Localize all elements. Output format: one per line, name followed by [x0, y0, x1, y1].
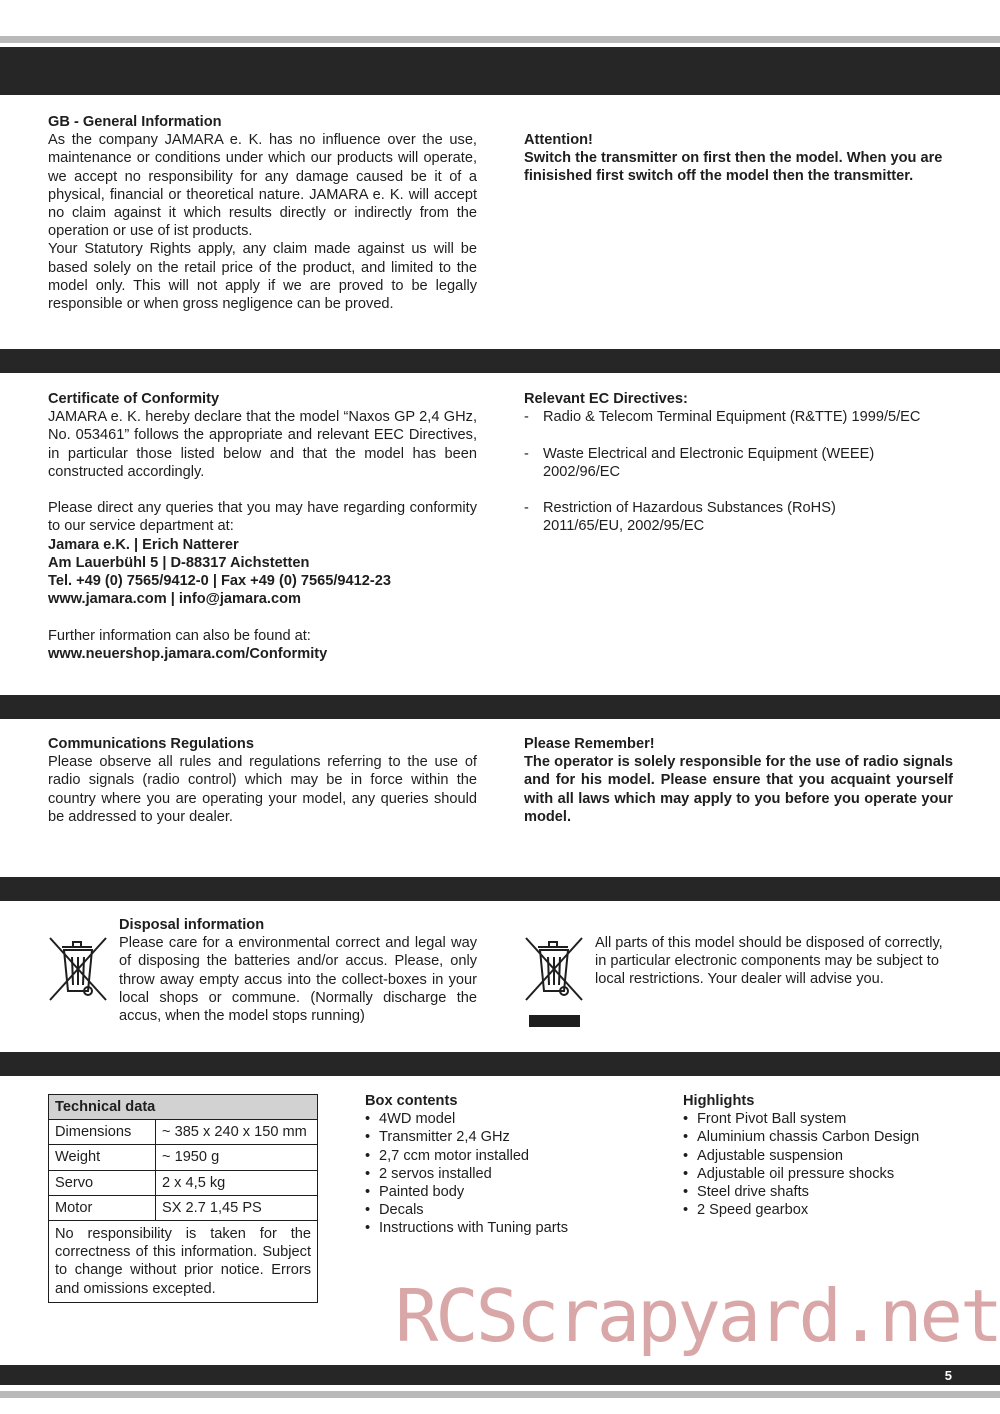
table-cell: 2 x 4,5 kg: [156, 1170, 318, 1195]
contact-company: Jamara e.K. | Erich Natterer: [48, 536, 239, 553]
directives-list: [524, 408, 953, 535]
box-contents-list: [365, 1110, 625, 1237]
box-contents-section: [365, 1092, 625, 1238]
header-bar: [0, 47, 1000, 95]
section-divider: [0, 1052, 1000, 1076]
disposal-body: Please care for a environmental correct and legal way of disposing the batteries and/or accus. Please, only throw away empty accus into the collect-boxes in your local shops or commune. (Normally discharge the accus, when the model stops running): [119, 935, 477, 1025]
list-item: • 4WD model: [365, 1110, 625, 1128]
disposal-section: [119, 916, 477, 1025]
conformity-query: Please direct any queries that you may have regarding conformity to our service department at:: [48, 500, 477, 535]
watermark: RCScrapyard.net: [395, 1274, 1000, 1358]
directive-item: - Restriction of Hazardous Substances (RoHS) 2011/65/EU, 2002/95/EC: [524, 499, 869, 535]
attention-section: [524, 131, 953, 186]
table-cell: Dimensions: [49, 1120, 156, 1145]
general-info-rights: Your Statutory Rights apply, any claim made against us will be based solely on the retail price of the product, and limited to the model only. This will not apply if we are proved to be legally responsible or when gross negligence can be proved.: [48, 241, 477, 313]
list-item: • Decals: [365, 1201, 625, 1219]
list-item: • Transmitter 2,4 GHz: [365, 1128, 625, 1146]
technical-data-note: No responsibility is taken for the correctness of this information. Subject to change without prior notice. Errors and omissions excepted.: [49, 1221, 318, 1303]
general-info-section: [48, 113, 477, 313]
table-cell: Weight: [49, 1145, 156, 1170]
directives-section: [524, 390, 953, 536]
remember-section: [524, 735, 953, 826]
contact-address: Am Lauerbühl 5 | D-88317 Aichstetten: [48, 554, 310, 571]
list-item: • 2 Speed gearbox: [683, 1201, 953, 1219]
further-info: Further information can also be found at:: [48, 627, 311, 644]
list-item: • Front Pivot Ball system: [683, 1110, 953, 1128]
table-row: [49, 1145, 318, 1170]
conformity-body: JAMARA e. K. hereby declare that the model “Naxos GP 2,4 GHz, No. 053461” follows the appropriate and relevant EEC Directives, in particular those listed below and that the model has been constructed accordingly.: [48, 409, 477, 480]
section-divider: [0, 877, 1000, 901]
highlights-section: [683, 1092, 953, 1219]
remember-title: Please Remember!: [524, 736, 655, 752]
list-item: • Adjustable suspension: [683, 1147, 953, 1165]
list-item: • Steel drive shafts: [683, 1183, 953, 1201]
table-cell: Servo: [49, 1170, 156, 1195]
general-info-body: As the company JAMARA e. K. has no influence over the use, maintenance or conditions under which our products will operate, we accept no responsibility for any damage caused be it of a physical, financial or theoretical nature. JAMARA e. K. will accept no claim against it which results directly or indirectly from the operation or use of ist products.: [48, 132, 477, 240]
table-cell: ~ 1950 g: [156, 1145, 318, 1170]
attention-title: Attention!: [524, 132, 593, 148]
communications-body: Please observe all rules and regulations referring to the use of radio signals (radio control) which may be in force within the country where you are operating your model, any queries should be addressed to your dealer.: [48, 754, 477, 825]
table-cell: ~ 385 x 240 x 150 mm: [156, 1120, 318, 1145]
section-divider: [0, 349, 1000, 373]
conformity-title: Certificate of Conformity: [48, 391, 220, 407]
list-item: • Painted body: [365, 1183, 625, 1201]
general-info-title: GB - General Information: [48, 114, 222, 130]
conformity-link[interactable]: www.neuershop.jamara.com/Conformity: [48, 645, 328, 662]
bottom-rule: [0, 1391, 1000, 1398]
highlights-title: Highlights: [683, 1093, 755, 1109]
weee-underline-bar: [529, 1015, 580, 1027]
technical-data-table: [48, 1094, 318, 1303]
footer-bar: [0, 1365, 1000, 1385]
section-divider: [0, 695, 1000, 719]
communications-section: [48, 735, 477, 826]
directives-title: Relevant EC Directives:: [524, 391, 688, 407]
list-item: • Adjustable oil pressure shocks: [683, 1165, 953, 1183]
directive-item: - Waste Electrical and Electronic Equipment (WEEE) 2002/96/EC: [524, 445, 909, 481]
list-item: • Aluminium chassis Carbon Design: [683, 1128, 953, 1146]
box-contents-title: Box contents: [365, 1093, 458, 1109]
contact-phone: Tel. +49 (0) 7565/9412-0 | Fax +49 (0) 7565/9412-23: [48, 573, 391, 590]
list-item: • Instructions with Tuning parts: [365, 1219, 625, 1237]
weee-bin-icon: [48, 935, 110, 1003]
conformity-section: [48, 390, 477, 663]
table-row: [49, 1170, 318, 1195]
weee-bin-icon: [524, 935, 586, 1003]
list-item: • 2 servos installed: [365, 1165, 625, 1183]
table-row: [49, 1195, 318, 1220]
technical-data-title: Technical data: [49, 1095, 318, 1120]
table-row: [49, 1120, 318, 1145]
remember-body: The operator is solely responsible for the use of radio signals and for his model. Please ensure that you acquaint yourself with all laws which may apply to you before you operate your model.: [524, 754, 953, 825]
attention-body: Switch the transmitter on first then the model. When you are finisished first switch off the model then the transmitter.: [524, 150, 943, 185]
table-cell: SX 2.7 1,45 PS: [156, 1195, 318, 1220]
table-cell: Motor: [49, 1195, 156, 1220]
contact-web[interactable]: www.jamara.com | info@jamara.com: [48, 591, 301, 608]
disposal-title: Disposal information: [119, 917, 265, 933]
disposal-right-body: All parts of this model should be disposed of correctly, in particular electronic components may be subject to local restrictions. Your dealer will advise you.: [595, 935, 943, 988]
communications-title: Communications Regulations: [48, 736, 254, 752]
directive-item: - Radio & Telecom Terminal Equipment (R&TTE) 1999/5/EC: [524, 408, 953, 426]
page-number: 5: [944, 1368, 952, 1383]
top-rule: [0, 36, 1000, 43]
list-item: • 2,7 ccm motor installed: [365, 1147, 625, 1165]
highlights-list: [683, 1110, 953, 1219]
